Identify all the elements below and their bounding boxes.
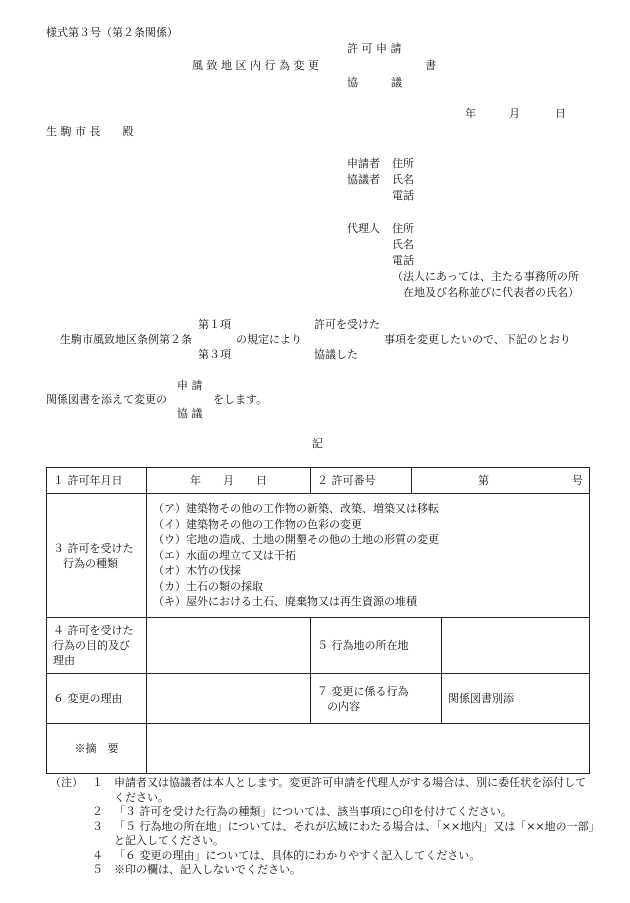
kind-option-a[interactable]: （ア）建築物その他の工作物の新築、改築、増築又は移転 <box>153 502 439 516</box>
action-kind-label-line2: 行為の種類 <box>63 556 118 570</box>
note-text: 「６ 変更の理由」については、具体的にわかりやすく記入してください。 <box>114 848 481 862</box>
note-spacer <box>50 849 92 864</box>
note-spacer <box>50 820 92 849</box>
note-item-5 <box>50 863 595 878</box>
agent-address-label: 住所 <box>392 222 414 235</box>
kind-option-o[interactable]: （オ）木竹の伐採 <box>153 564 241 578</box>
statement-item1: 第１項 <box>198 318 231 331</box>
applicant-role-top: 申請者 <box>347 157 380 170</box>
change-reason-field[interactable] <box>147 674 311 724</box>
permit-number-field[interactable] <box>412 468 590 494</box>
title-top-option: 許 可 申 請 <box>347 42 402 55</box>
action-kind-options[interactable] <box>147 494 590 618</box>
purpose-label-line1: ４ 許可を受けた <box>53 624 134 637</box>
change-content-label-line1: ７ 変更に係る行為 <box>317 684 409 698</box>
note-item-2 <box>50 805 595 820</box>
kind-option-u[interactable]: （ウ）宅地の造成、土地の開墾その他の土地の形質の変更 <box>153 533 439 547</box>
change-content-field[interactable]: 関係図書別添 <box>442 674 590 724</box>
addressee: 生 駒 市 長 殿 <box>46 125 134 138</box>
action-kind-label <box>47 494 147 618</box>
note-item-4 <box>50 849 595 864</box>
date-day: 日 <box>555 107 566 120</box>
action-kind-label-line1: ３ 許可を受けた <box>53 541 134 555</box>
date-month: 月 <box>509 107 520 120</box>
permit-number-suffix: 号 <box>572 474 583 487</box>
permit-number-prefix: 第 <box>478 474 489 487</box>
permit-number-label: ２ 許可番号 <box>311 468 412 494</box>
notes <box>50 776 595 878</box>
change-content-label <box>311 674 442 724</box>
purpose-label <box>47 618 147 674</box>
note-num: １ <box>92 776 103 789</box>
applicant-address-label: 住所 <box>392 157 414 170</box>
purpose-field[interactable] <box>147 618 311 674</box>
purpose-label-line2: 行為の目的及び <box>53 639 130 652</box>
permit-date-field[interactable]: 年 月 日 <box>147 468 311 494</box>
remarks-label: ※摘 要 <box>47 724 147 774</box>
note-num: ５ <box>92 863 103 876</box>
kind-option-i[interactable]: （イ）建築物その他の工作物の色彩の変更 <box>153 517 362 531</box>
kind-option-ka[interactable]: （カ）土石の類の採取 <box>153 579 263 593</box>
note-text: 「５ 行為地の所在地」については、それが広域にわたる場合は、「××地内」又は「××地の一部」と記入してください。 <box>114 819 595 847</box>
applicant-role-bottom: 協議者 <box>347 173 380 186</box>
note-spacer <box>50 863 92 878</box>
agent-role: 代理人 <box>347 222 380 235</box>
form-table <box>46 467 590 774</box>
location-label: ５ 行為地の所在地 <box>311 618 442 674</box>
title-main: 風 致 地 区 内 行 為 変 更 <box>192 59 319 72</box>
title-suffix: 書 <box>425 59 436 72</box>
statement-tail: 事項を変更したいので、下記のとおり <box>384 333 571 346</box>
agent-note-line1: （法人にあっては、主たる事務所の所 <box>392 270 579 283</box>
note-num: ３ <box>92 819 103 833</box>
note-item-1 <box>50 776 595 805</box>
note-num: ２ <box>92 805 103 818</box>
title-bottom-option: 協 議 <box>347 76 402 89</box>
note-num: ４ <box>92 848 103 862</box>
agent-note-line2: 在地及び名称並びに代表者の氏名） <box>403 286 579 299</box>
note-text: 「３ 許可を受けた行為の種類」については、該当事項に○印を付けてください。 <box>114 805 512 818</box>
statement-consulted: 協議した <box>314 348 358 361</box>
location-field[interactable] <box>442 618 590 674</box>
statement2-bottom: 協 議 <box>177 407 203 420</box>
form-id: 様式第３号（第２条関係） <box>46 26 178 39</box>
statement2-suffix: をします。 <box>213 393 268 406</box>
statement-ordinance: 生駒市風致地区条例第２条 <box>60 333 192 346</box>
statement-item3: 第３項 <box>198 348 231 361</box>
statement-permitted: 許可を受けた <box>314 318 380 331</box>
statement2-top: 申 請 <box>177 379 203 392</box>
statement-by: の規定により <box>236 333 302 346</box>
agent-name-label: 氏名 <box>392 238 414 251</box>
note-text: 申請者又は協議者は本人とします。変更許可申請を代理人がする場合は、別に委任状を添付してください。 <box>114 776 587 804</box>
date-year: 年 <box>465 107 476 120</box>
statement2-prefix: 関係図書を添えて変更の <box>46 393 167 406</box>
permit-date-label: １ 許可年月日 <box>47 468 147 494</box>
applicant-phone-label: 電話 <box>392 189 414 202</box>
note-item-3 <box>50 820 595 849</box>
note-text: ※印の欄は、記入しないでください。 <box>114 863 301 876</box>
ki-heading: 記 <box>312 437 323 450</box>
notes-lead: （注） <box>50 776 83 789</box>
kind-option-ki[interactable]: （キ）屋外における土石、廃棄物又は再生資源の堆積 <box>153 595 417 609</box>
change-content-label-line2: の内容 <box>327 699 360 713</box>
applicant-name-label: 氏名 <box>392 173 414 186</box>
remarks-field <box>147 724 590 774</box>
kind-option-e[interactable]: （エ）水面の埋立て又は干拓 <box>153 548 296 562</box>
agent-phone-label: 電話 <box>392 254 414 267</box>
change-reason-label: ６ 変更の理由 <box>47 674 147 724</box>
purpose-label-line3: 理由 <box>53 654 75 667</box>
note-spacer <box>50 805 92 820</box>
